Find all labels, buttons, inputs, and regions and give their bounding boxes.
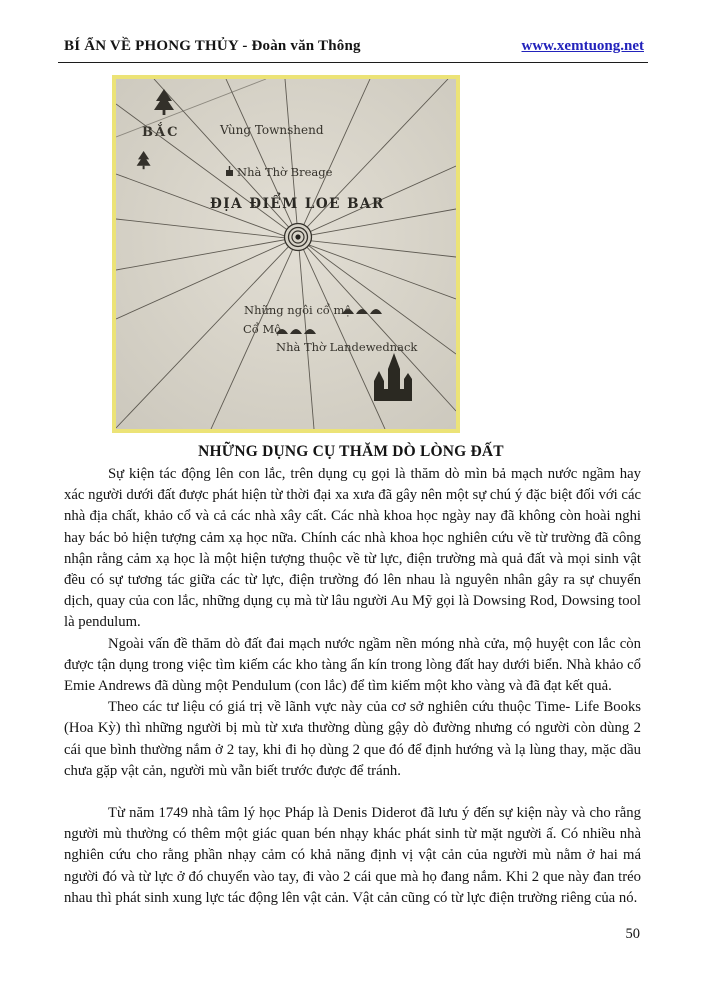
map-label-landewednack-church: Nhà Thờ Landewednack <box>276 340 418 354</box>
church-marker-icon <box>226 166 233 176</box>
paragraph-3: Theo các tư liệu có giá trị về lãnh vực này của cơ sở nghiên cứu thuộc Time- Life Books (Hoa Kỳ) thì những người bị mù từ xưa thường dùng gậy dò đường nhưng có người còn dùng 2 cái que bình thường nắm ở 2 tay, khi đi họ dùng 2 que đó để định hướng và lạ lùng thay, mặc dầu chưa gặp vật cản, người mù vẫn biết trước được để tránh. <box>64 699 641 779</box>
page-number: 50 <box>625 926 640 942</box>
church-icon <box>374 353 412 401</box>
paragraph-2: Ngoài vấn đề thăm dò đất đai mạch nước ngầm nền móng nhà cửa, mộ huyệt con lắc còn được tận dụng trong việc tìm kiếm các kho tàng ẩn kín trong lòng đất hay dưới biển. Nhà khảo cổ Emie Andrews đã dùng một Pendulum (con lắc) để tìm kiếm một kho vàng và đã đạt kết quả. <box>64 635 641 695</box>
map-label-north: BẮC <box>142 125 180 140</box>
map-label-loe-bar: ĐỊA ĐIỂM LOE BAR <box>210 196 385 212</box>
map-label-tomb: Cổ Mộ <box>243 322 282 336</box>
section-title: NHỮNG DỤNG CỤ THĂM DÒ LÒNG ĐẤT <box>198 443 504 460</box>
body-text <box>64 464 641 909</box>
spiral-center-icon <box>285 224 312 251</box>
book-title: BÍ ẨN VỀ PHONG THỦY - Đoàn văn Thông <box>64 38 361 54</box>
page-header <box>64 38 644 55</box>
map-label-ancient-tombs: Những ngôi cổ mộ <box>244 303 352 317</box>
map-label-townshend: Vùng Townshend <box>220 123 324 137</box>
paragraph-1: Sự kiện tác động lên con lắc, trên dụng cụ gọi là thăm dò mìn bả mạch nước ngầm hay xác người dưới đất được phát hiện từ thời đại xa xưa đã gây nên một sự chú ý đặc biệt đối với các nhà địa chất, khảo cổ và cả các nhà xây cất. Các nhà khoa học ngày nay đã không còn hoài nghi hay bác bỏ hiện tượng cảm xạ học nữa. Chính các nhà khoa học nghiên cứu về từ trường đã công nhận rằng cảm xạ học là một hiện tượng thuộc về từ lực, điện trường mà quả đất và mọi sinh vật đều có sự tương tác giữa các từ lực, điện trường đó lên nhau là nguyên nhân gây ra sự chuyển dịch, quay của con lắc, những dụng cụ mà từ lâu người Au Mỹ gọi là Dowsing Rod, Dowsing tool là pendulum. <box>64 466 641 631</box>
header-divider <box>58 62 648 63</box>
paragraph-4: Từ năm 1749 nhà tâm lý học Pháp là Denis Diderot đã lưu ý đến sự kiện này và cho rằng người mù thường có thêm một giác quan bén nhạy khác phát sinh từ mặt người ấ. Có nhiều nhà nghiên cứu cho rằng phần nhạy cảm có khả năng định vị vật cản của người mù nằm ở hai má người đó và từ lực ở đó chuyển vào tay, đi vào 2 cái que mà họ đang nắm. Khi 2 que này đan tréo nhau thì phát sinh xung lực tác động lên vật cản. Vật cản cũng có từ lực điện trường riêng của nó. <box>64 805 641 906</box>
map-figure <box>112 75 460 433</box>
map-label-breage-church: Nhà Thờ Breage <box>237 165 333 179</box>
website-link[interactable]: www.xemtuong.net <box>521 38 644 54</box>
